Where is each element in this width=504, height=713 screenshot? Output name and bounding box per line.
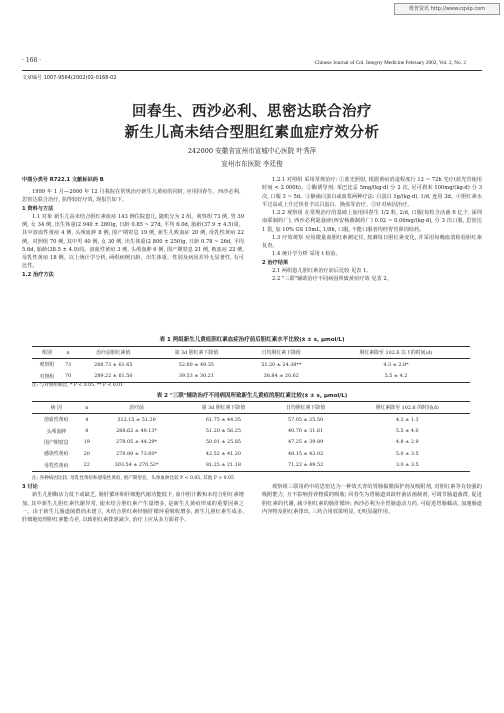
table-cell: 5.0 ± 3.5 [395,450,419,457]
table-row [32,460,470,472]
table-cell: 57.05 ± 25.50 [287,416,324,423]
journal-header: Chinese Journal of Cnl. Integrty Medicine February 2002, Vol. 2, No. 2 [314,60,466,66]
paragraph: 观察组三联用药中的思密达为一种效天青的胃肠黏膜保护剂及吸附剂, 对胆红素等有较强的吸附能力, 且不影响营养物质的吸收; 回春生为胃肠道双歧杆菌活菌制剂, 可调节肠道菌群, 促进胆红素的代谢, 减少胆红素的肠肝循环; 西沙必利为全胃肠道动力药, 可促进胃肠蠕动, 加速肠道内容物及胆红素排出, 三药合用效果明显, 无明显副作用。 [262,484,482,515]
table-cell: 50.01 ± 25.85 [205,439,242,446]
table-cell: 278.05 ± 44.29* [116,439,157,446]
paragraph: 2.1 两组患儿胆红素治疗前后比较 见表 1。 [272,267,372,274]
table1-caption: 表 1 两组新生儿黄疸胆红素血症治疗前后胆红素水平比较(x̄ ± s, μmol/L) [159,337,345,343]
header-rule [22,70,482,71]
table-cell: 4.2 ± 1.3 [395,416,419,423]
table-cell: 观察组 [39,362,55,369]
table-row [32,448,470,459]
column-header: n [62,347,75,359]
discussion-left [22,483,244,633]
table-cell: 围产期窒息 [44,439,69,446]
table-cell: 4.3 ± 2.8* [383,361,409,368]
paragraph: 2.2 "三联"辅助治疗不同病因所致黄疸疗效 见表 2。 [272,276,392,282]
table-cell: 4 [85,416,89,423]
table-row [32,425,470,436]
table-cell: 5.5 ± 4.0 [395,428,419,435]
title-line-2: 新生儿高未结合型胆红素血症疗效分析 [124,125,380,141]
table-cell: 42.52 ± 41.20 [205,450,242,457]
table-cell: 71.22 ± 49.52 [267,460,345,472]
column-header: 治疗前 [93,402,180,414]
table-cell: 溶血性黄疸 [44,417,69,424]
table-cell: 312.15 ± 51.20 [117,416,156,423]
column-header: 日均胆红素下降值 [267,402,345,414]
paragraph: 新生儿胆酶活力低下或缺乏, 肠肝循环和肝细胞代谢功能低下, 血中胆汁酸和未结合胆红素增加, 其中新生儿胆红素代谢异常, 使未结合胆红素产生量增多, 是新生儿黄疸形成的重要因素之一。由于新生儿肠道菌群尚未建立, 未结合胆红素经肠肝循环重吸收增多, 新生儿胆红素生成多, 肝细胞处理胆红素能力差, 以致胆红素排泄减少, 治疗上应从多方面着手。 [22,492,244,523]
column-header: n [81,402,93,414]
table-cell: 38.84 ± 20.62 [241,370,322,382]
column-header: 胆红素降至 102.6 的时间(d) [344,402,470,414]
paragraph: 1.2.1 对照组 采用常规治疗: ①蓝光照射, 根据黄疸消退程度行 12 ~ 72h 光疗(蓝光管使用时间 < 2 000h)。②酶诱导剂: 苯巴比妥 5mg/(kg·d) 分 2 次, 尼可刹米 100mg/(kg·d) 分 3 次, 口服 3 ~ 5d。③静滴白蛋白或血浆两种疗法: 白蛋白 1g/(kg·d), 1/d, 连用 3d。④胆红素水平过高或上升过快者予以白蛋白、换血等治疗。⑤针对病因治疗。 [262,177,482,208]
discussion-right [262,483,482,633]
paragraph: 1.2.2 观察组 在常规治疗的基础上加用回春生 1/2 粒, 2/d, 口服(每粒含活菌 6 亿个, 深圳南联制药厂), 西沙必利混悬液(西安杨森制药厂) 0.02 ~ 0.06mg/(kg·d), 分 3 次口服, 思密达 1 袋, 加 10% GS 15mL, 1/8h, 口服, 不能口服者均经胃管鼻饲给药。 [262,210,482,233]
table-cell: 289.22 ± 61.50 [74,370,152,382]
page-number: · 168 · [22,57,42,64]
paragraph: 1.1 对象 新生儿高未结合胆红素血症 143 例住院患儿, 随机分为 2 组。观察组 73 例, 男 39 例, 女 34 例, 出生体重(2 940 ± 280)g, 日龄 0.85 ~ 27d, 平均 6.0d, 胎龄(37.9 ± 4.5)周。其中溶血性黄疸 4 例, 头颅血肿 8 例, 围产期窒息 19 例, 新生儿败血症 20 例, 母乳性黄疸 22 例。对照组 70 例, 其中男 40 例, 女 30 例, 出生体重(2 800 ± 250)g, 日龄 0.78 ~ 26d, 平均 5.6d, 胎龄(38.5 ± 4.0)周。溶血性黄疸 3 例, 头颅血肿 6 例, 围产期窒息 21 例, 败血症 22 例, 母乳性黄疸 18 例。以上统计学分析, 两组病例日龄、出生体重、性别及病因差异无显著性, 有可比性。 [22,213,244,270]
table-cell: 22 [81,460,93,472]
column-header: 日均胆红素下降值 [241,347,322,359]
table-cell: 70 [62,370,75,382]
paragraph: 1.4 统计学分析 采用 t 检验。 [272,251,341,258]
table-cell: 52.60 ± 49.35 [178,361,214,368]
table-cell: 73 [64,361,72,368]
table-cell: 61.75 ± 44.35 [205,416,242,423]
paragraph: 1.3 疗效观察 应用微量血胆红素测定仪, 按测每日胆红素变化, 并采用每晚血清检验胆红素复查。 [262,234,482,249]
left-column [22,188,244,334]
table-1 [32,346,470,383]
table-cell: 288.62 ± 49.13* [116,428,157,435]
classification-line: 中图分类号 R722.1 文献标识码 B [22,177,104,183]
table-cell: 48.15 ± 43.02 [287,450,324,457]
table-cell: 5.5 ± 4.2 [322,370,470,382]
table-cell: 47.25 ± 39.89 [287,439,324,446]
right-column [262,176,482,334]
table-cell: 20 [83,450,90,457]
table-cell: 279.89 ± 73.60* [116,450,157,457]
affiliation-line-1: 242000 安徽省宣州市宣城中心医院 叶秀萍 [187,147,317,155]
section-heading: 1 资料与方法 [22,205,54,212]
affiliation-line-2: 宣州市东医院 李廷俊 [221,160,283,168]
table-cell: 3.0 ± 3.5 [344,460,470,472]
watermark: 维普资讯 http://www.cqvip.com [394,3,500,15]
table-cell: 81.25 ± 21.18 [180,460,267,472]
table-cell: 4.8 ± 2.9 [395,439,419,446]
table-cell: 303.54 ± 270.52* [93,460,180,472]
table-cell: 感染性黄疸 [44,451,69,458]
article-id: 文章编号 1007-9564(2002)02-0168-02 [22,75,117,81]
table-cell: 母乳性黄疸 [32,460,81,472]
table-2 [32,401,470,472]
title-line-1: 回春生、西沙必利、思密达联合治疗 [132,104,372,120]
section-heading: 2 治疗结果 [262,259,289,266]
column-header: 病 因 [32,402,81,414]
table-row [32,437,470,448]
table-cell: 51.20 ± 24.38** [261,361,302,368]
table-row [32,414,470,426]
table-cell: 8 [85,428,89,435]
paragraph: 1999 年 1 月—2000 年 12 月我院在常规治疗新生儿黄疸的同时, 应用回春生、西沙必利、思密达联合治疗, 获得较好疗效, 现报告如下。 [22,189,244,204]
section-heading: 1.2 治疗方法 [22,271,54,278]
column-header: 第 3d 胆红素下降值 [180,402,267,414]
table-cell: 头颅血肿 [46,428,67,435]
column-header: 第 3d 胆红素下降值 [152,347,240,359]
table-cell: 19 [83,439,90,446]
column-header: 治疗前胆红素值 [74,347,152,359]
table-row [32,370,470,382]
section-heading: 3 讨论 [22,484,38,490]
column-header: 胆红素降至 102.6 以下的时间(d) [322,347,470,359]
table2-note: 注: 各种病因比较, 母乳性黄疸和感染性黄疸, 围产期窒息、头颅血肿比较 P < 0.05, 其他 P > 0.05 [32,476,234,481]
table2-caption: 表 2 "三联"辅助治疗不同病因所致新生儿黄疸的胆红素比较(x̄ ± s, μmol/L) [156,393,348,399]
table1-note: 注: 与对照组相比, * P < 0.05, ** P < 0.01 [32,383,123,388]
table-row [32,359,470,371]
column-header: 组别 [32,347,62,359]
table-cell: 39.53 ± 30.21 [152,370,240,382]
table-cell: 51.20 ± 56.25 [205,428,242,435]
table-cell: 40.70 ± 31.61 [287,428,324,435]
table-cell: 288.73 ± 61.65 [94,361,133,368]
table-cell: 对照组 [32,370,62,382]
